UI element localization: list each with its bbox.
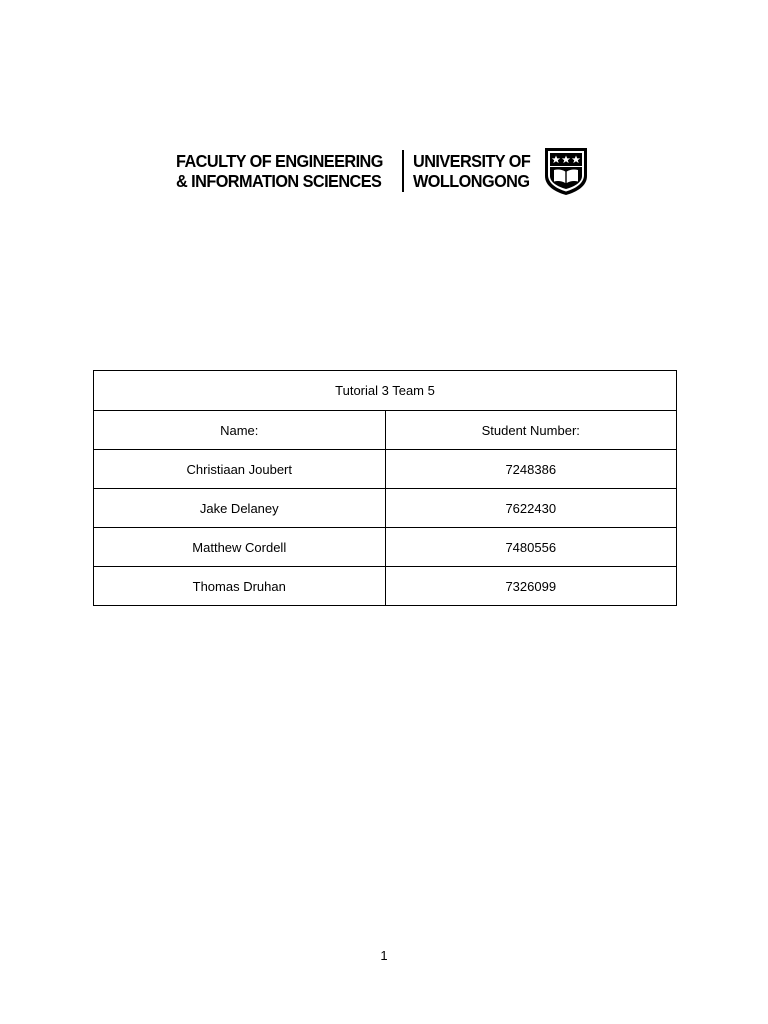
university-name	[413, 151, 532, 191]
page-number: 1	[380, 948, 388, 963]
table-title-row	[94, 371, 677, 411]
table-title: Tutorial 3 Team 5	[94, 371, 677, 411]
university-crest-icon	[543, 146, 589, 196]
student-name: Matthew Cordell	[94, 528, 386, 567]
student-name: Christiaan Joubert	[94, 450, 386, 489]
column-header-student-number: Student Number:	[385, 411, 677, 450]
student-number: 7326099	[385, 567, 677, 606]
logo-divider	[402, 150, 404, 192]
table-header-row	[94, 411, 677, 450]
team-table	[93, 370, 677, 606]
faculty-logo	[176, 146, 596, 196]
faculty-name	[176, 151, 382, 191]
table-row	[94, 489, 677, 528]
student-name: Thomas Druhan	[94, 567, 386, 606]
table-row	[94, 567, 677, 606]
table-row	[94, 528, 677, 567]
university-name-line-2: WOLLONGONG	[413, 171, 530, 191]
column-header-name: Name:	[94, 411, 386, 450]
student-number: 7480556	[385, 528, 677, 567]
student-name: Jake Delaney	[94, 489, 386, 528]
university-name-line-1: UNIVERSITY OF	[413, 151, 531, 171]
table-row	[94, 450, 677, 489]
faculty-name-line-1: FACULTY OF ENGINEERING	[176, 151, 383, 171]
faculty-name-line-2: & INFORMATION SCIENCES	[176, 171, 382, 191]
student-number: 7622430	[385, 489, 677, 528]
student-number: 7248386	[385, 450, 677, 489]
